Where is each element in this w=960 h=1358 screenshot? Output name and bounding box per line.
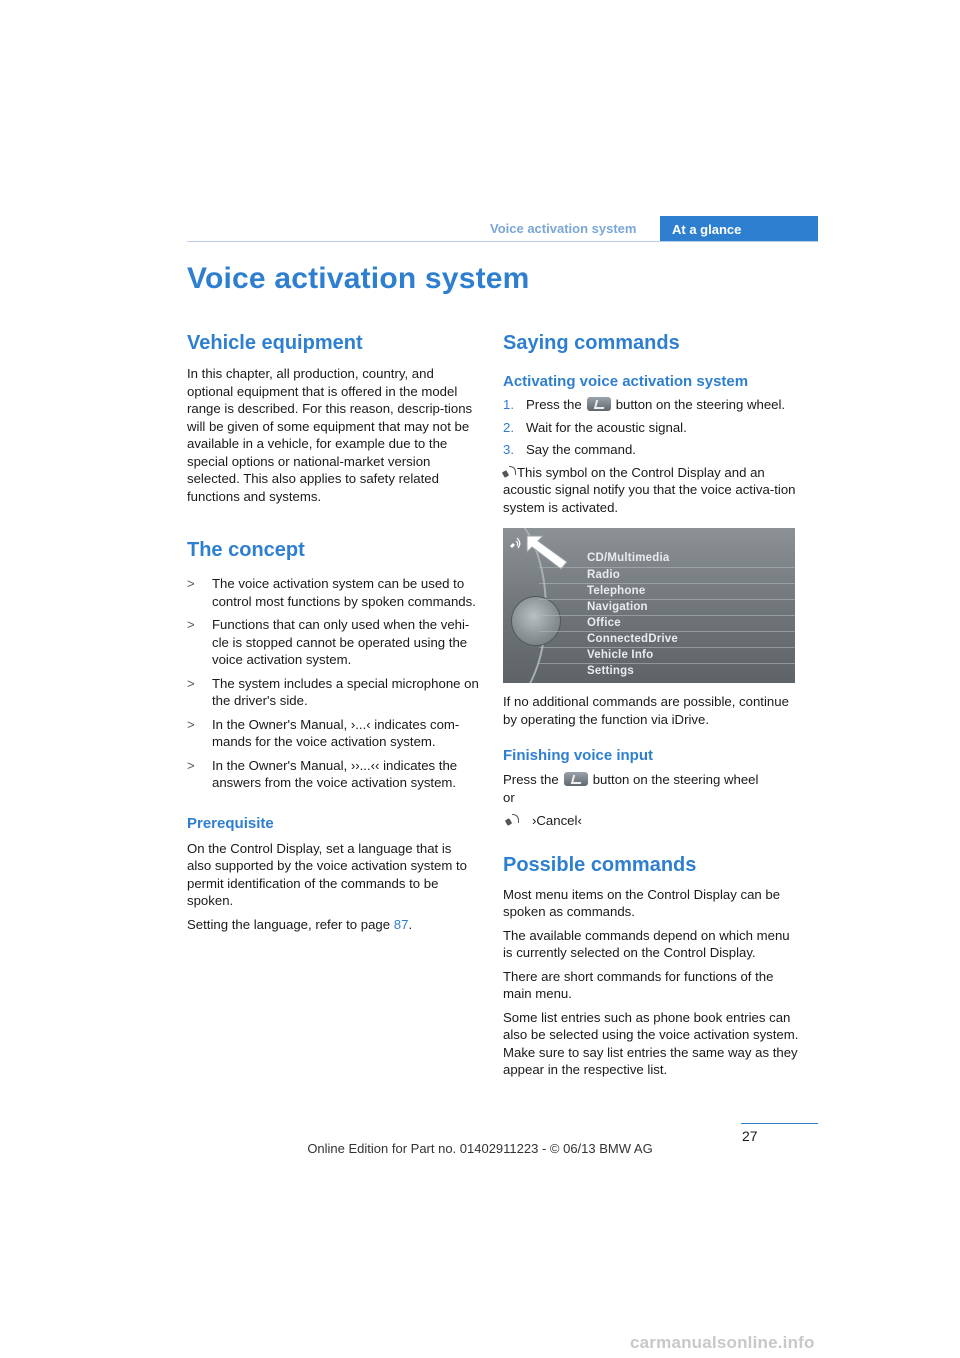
menu-item-office[interactable]: Office xyxy=(587,617,621,629)
microphone-icon xyxy=(506,813,520,826)
menu-item-settings[interactable]: Settings xyxy=(587,665,634,677)
bullet-marker: > xyxy=(187,716,195,732)
step-text: Wait for the acoustic signal. xyxy=(526,419,687,435)
language-setting-label: Setting the language, refer to page xyxy=(187,916,394,932)
menu-item-telephone[interactable]: Telephone xyxy=(587,585,646,597)
concept-heading: The concept xyxy=(187,539,305,561)
menu-separator xyxy=(539,631,795,632)
list-item xyxy=(187,616,479,669)
list-item xyxy=(187,757,479,792)
list-item xyxy=(187,675,479,710)
menu-item-cd-multimedia[interactable]: CD/Multimedia xyxy=(587,552,670,564)
language-setting-text xyxy=(187,916,479,934)
footer-rule xyxy=(741,1123,818,1124)
list-item-text: Functions that can only used when the vehi-cle is stopped cannot be operated using the voice activation system. xyxy=(212,617,470,667)
cancel-text: ›Cancel‹ xyxy=(532,813,582,828)
menu-separator xyxy=(539,599,795,600)
footer-edition: Online Edition for Part no. 01402911223 - © 06/13 BMW AG xyxy=(307,1141,653,1156)
menu-item-navigation[interactable]: Navigation xyxy=(587,601,648,613)
menu-separator xyxy=(539,583,795,584)
control-display-image xyxy=(503,528,795,683)
bullet-marker: > xyxy=(187,675,195,691)
list-item xyxy=(187,716,479,751)
menu-separator xyxy=(539,567,795,568)
finishing-text xyxy=(503,771,799,789)
menu-item-radio[interactable]: Radio xyxy=(587,569,620,581)
step-text: Press the xyxy=(526,397,582,412)
prerequisite-text: On the Control Display, set a language that is also supported by the voice activation system to permit identification of the commands to be spoken. xyxy=(187,840,468,908)
step-number: 2. xyxy=(503,419,514,435)
finishing-press-text: Press the xyxy=(503,772,559,787)
menu-item-vehicle-info[interactable]: Vehicle Info xyxy=(587,649,654,661)
header-section-label: Voice activation system xyxy=(490,221,637,236)
voice-button-icon xyxy=(587,397,611,411)
bullet-marker: > xyxy=(187,576,195,591)
possible-paragraph: Some list entries such as phone book entries can also be selected using the voice activation system. Make sure to say list entries the same way as they appear in the respective list. xyxy=(503,1009,799,1077)
vehicle-equipment-heading: Vehicle equipment xyxy=(187,332,363,354)
step-item xyxy=(503,441,799,459)
step-number: 1. xyxy=(503,397,514,412)
after-screen-text: If no additional commands are possible, continue by operating the function via iDrive. xyxy=(503,694,789,727)
prerequisite-heading: Prerequisite xyxy=(187,814,274,832)
voice-button-icon xyxy=(564,772,588,786)
finishing-button-text: button on the steering wheel xyxy=(592,772,759,787)
cancel-command xyxy=(503,812,799,830)
menu-separator xyxy=(539,615,795,616)
bullet-marker: > xyxy=(187,757,195,773)
menu-item-connecteddrive[interactable]: ConnectedDrive xyxy=(587,633,678,645)
menu-separator xyxy=(539,647,795,648)
list-item-text: In the Owner's Manual, ››...‹‹ indicates the answers from the voice activation system. xyxy=(212,757,458,790)
step-text: button on the steering wheel. xyxy=(615,397,786,412)
activating-heading: Activating voice activation system xyxy=(503,373,749,390)
step-text: Say the command. xyxy=(526,442,636,457)
page-number: 27 xyxy=(742,1128,758,1144)
page-reference-link[interactable]: 87 xyxy=(393,916,409,932)
saying-commands-heading: Saying commands xyxy=(503,332,680,354)
possible-paragraph: There are short commands for functions of the main menu. xyxy=(503,968,774,1001)
finishing-heading: Finishing voice input xyxy=(503,747,653,764)
steps-list xyxy=(503,396,799,459)
header-rule xyxy=(187,241,818,242)
possible-paragraph: The available commands depend on which menu is currently selected on the Control Display. xyxy=(503,927,790,960)
page-title: Voice activation system xyxy=(187,262,530,295)
vehicle-equipment-text: In this chapter, all production, country, and optional equipment that is offered in the model range is described. For this reason, descrip-tions will be given of some equipment that may not be available in a vehicle, for example due to the special options or national-market version selected. This also applies to safety related functions and systems. xyxy=(187,366,473,504)
possible-commands-heading: Possible commands xyxy=(503,853,697,876)
or-text: or xyxy=(503,789,515,805)
header-tab: At a glance xyxy=(660,216,818,242)
controller-knob xyxy=(511,596,561,646)
concept-list xyxy=(187,575,479,792)
microphone-icon xyxy=(503,465,517,478)
symbol-text: This symbol on the Control Display and an acoustic signal notify you that the voice activa-tion system is activated. xyxy=(503,464,796,515)
watermark: carmanualsonline.info xyxy=(630,1333,815,1352)
period: . xyxy=(408,916,413,932)
symbol-description xyxy=(503,464,799,517)
microphone-icon xyxy=(509,536,523,550)
step-item xyxy=(503,419,799,437)
menu-separator xyxy=(539,663,795,664)
left-column xyxy=(187,330,479,933)
list-item xyxy=(187,575,479,610)
list-item-text: The voice activation system can be used to control most functions by spoken commands. xyxy=(212,576,476,609)
list-item-text: The system includes a special microphone on the driver's side. xyxy=(212,675,479,708)
list-item-text: In the Owner's Manual, ›...‹ indicates com-mands for the voice activation system. xyxy=(212,716,460,749)
right-column xyxy=(503,330,799,516)
right-column-lower xyxy=(503,693,799,1079)
pointer-arrow-icon xyxy=(523,532,571,572)
bullet-marker: > xyxy=(187,617,195,632)
possible-paragraph: Most menu items on the Control Display can be spoken as commands. xyxy=(503,886,781,919)
step-item xyxy=(503,396,799,414)
step-number: 3. xyxy=(503,442,514,457)
